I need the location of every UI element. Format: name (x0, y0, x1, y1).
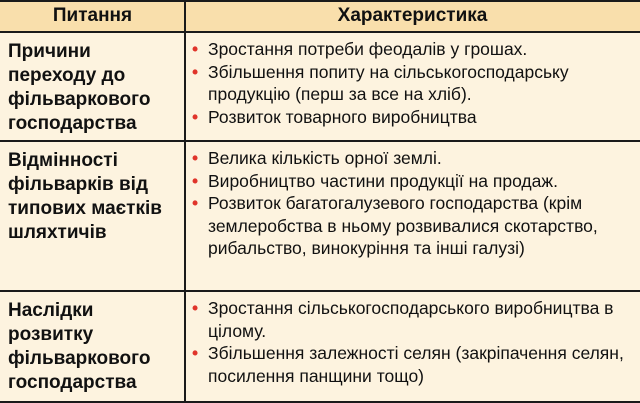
list-item (192, 297, 632, 342)
row-question-consequences: Наслідки розвитку фільваркового господарства (8, 300, 151, 393)
list-item-text: Зростання сільськогосподарського виробництва в цілому. (208, 298, 614, 341)
bullet-icon: • (192, 193, 199, 213)
list-item (192, 147, 632, 170)
row-items-consequences (192, 297, 632, 387)
list-item (192, 342, 632, 387)
list-item (192, 38, 632, 61)
row-divider (0, 290, 640, 292)
bullet-icon: • (192, 61, 199, 82)
bullet-icon: • (192, 298, 199, 318)
row-items-causes (192, 38, 632, 128)
column-header-question: Питання (0, 0, 185, 31)
bullet-icon: • (192, 39, 199, 59)
list-item-text: Зростання потреби феодалів у грошах. (208, 39, 528, 59)
column-header-characteristic: Характеристика (185, 0, 640, 31)
list-item (192, 170, 632, 193)
list-item-text: Збільшення попиту на сільськогосподарську продукцію (перш за все на хліб). (208, 61, 569, 104)
header-divider (0, 31, 640, 33)
bullet-icon: • (192, 106, 199, 127)
list-item-text: Виробництво частини продукції на продаж. (208, 170, 558, 191)
row-items-differences (192, 147, 632, 260)
row-question-differences: Відмінності фільварків від типових маєтків шляхтичів (8, 150, 162, 243)
list-item-text: Розвиток товарного виробництва (208, 106, 477, 127)
row-question-causes: Причини переходу до фільваркового господарства (8, 41, 151, 134)
bullet-icon: • (192, 343, 199, 363)
list-item-text: Розвиток багатогалузевого господарства (крім землеробства в ньому розвивалися скотарство, рибальство, винокуріння та інші галузі) (208, 193, 598, 258)
table-border-top (0, 0, 640, 2)
column-divider (184, 0, 186, 403)
list-item (192, 61, 632, 106)
list-item (192, 192, 632, 260)
list-item-text: Велика кількість орної землі. (208, 148, 442, 168)
bullet-icon: • (192, 148, 199, 168)
list-item (192, 106, 632, 129)
list-item-text: Збільшення залежності селян (закріпачення селян, посилення панщини тощо) (208, 343, 624, 386)
row-divider (0, 140, 640, 142)
bullet-icon: • (192, 170, 199, 191)
